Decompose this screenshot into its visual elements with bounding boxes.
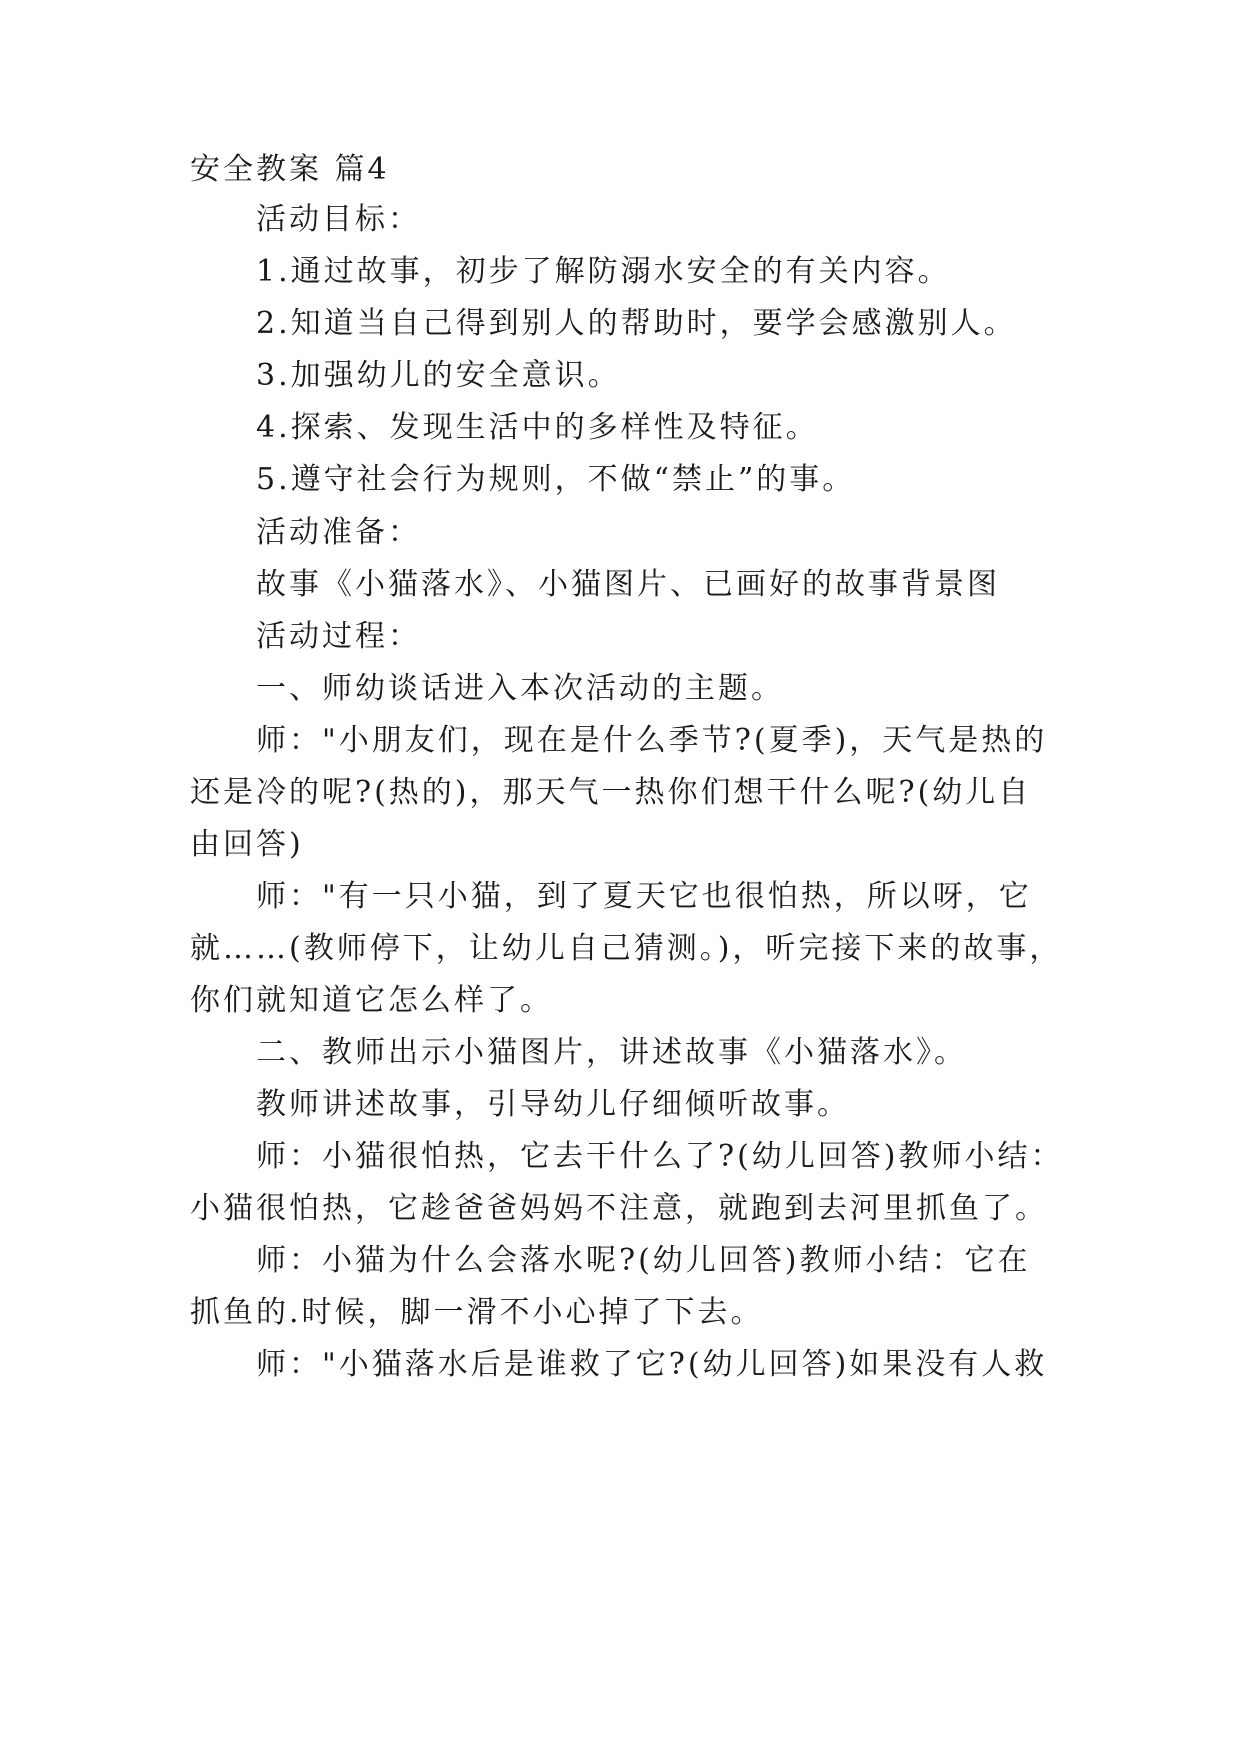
preparation-text: 故事《小猫落水》、小猫图片、已画好的故事背景图 — [256, 567, 1000, 602]
process-step-2: 二、教师出示小猫图片，讲述故事《小猫落水》。 — [256, 1035, 967, 1070]
paragraph-line: 就……(教师停下，让幼儿自己猜测。)，听完接下来的故事， — [190, 931, 1063, 966]
goal-item-2: 2.知道当自己得到别人的帮助时，要学会感激别人。 — [256, 306, 1017, 341]
paragraph-line: 师：小猫为什么会落水呢?(幼儿回答)教师小结：它在 — [256, 1243, 1031, 1278]
section-heading-goals: 活动目标： — [256, 202, 421, 237]
paragraph-line: 师："小朋友们，现在是什么季节?(夏季)，天气是热的 — [256, 723, 1048, 758]
goal-item-5: 5.遵守社会行为规则，不做“禁止”的事。 — [256, 462, 856, 497]
process-step-1: 一、师幼谈话进入本次活动的主题。 — [256, 671, 784, 706]
paragraph-line: 教师讲述故事，引导幼儿仔细倾听故事。 — [256, 1087, 850, 1122]
goal-item-4: 4.探索、发现生活中的多样性及特征。 — [256, 410, 819, 445]
paragraph-line: 由回答) — [190, 827, 304, 862]
paragraph-line: 师："小猫落水后是谁救了它?(幼儿回答)如果没有人救 — [256, 1347, 1048, 1382]
paragraph-line: 你们就知道它怎么样了。 — [190, 983, 553, 1018]
paragraph-line: 还是冷的呢?(热的)，那天气一热你们想干什么呢?(幼儿自 — [190, 775, 1032, 810]
paragraph-line: 小猫很怕热，它趁爸爸妈妈不注意，就跑到去河里抓鱼了。 — [190, 1191, 1048, 1226]
goal-item-1: 1.通过故事，初步了解防溺水安全的有关内容。 — [256, 254, 951, 289]
section-heading-process: 活动过程： — [256, 619, 421, 654]
paragraph-line: 师："有一只小猫，到了夏天它也很怕热，所以呀，它 — [256, 879, 1032, 914]
section-heading-preparation: 活动准备： — [256, 515, 421, 550]
document-title: 安全教案 篇4 — [190, 152, 390, 187]
goal-item-3: 3.加强幼儿的安全意识。 — [256, 358, 621, 393]
paragraph-line: 抓鱼的.时候，脚一滑不小心掉了下去。 — [190, 1295, 764, 1330]
paragraph-line: 师：小猫很怕热，它去干什么了?(幼儿回答)教师小结： — [256, 1139, 1064, 1174]
